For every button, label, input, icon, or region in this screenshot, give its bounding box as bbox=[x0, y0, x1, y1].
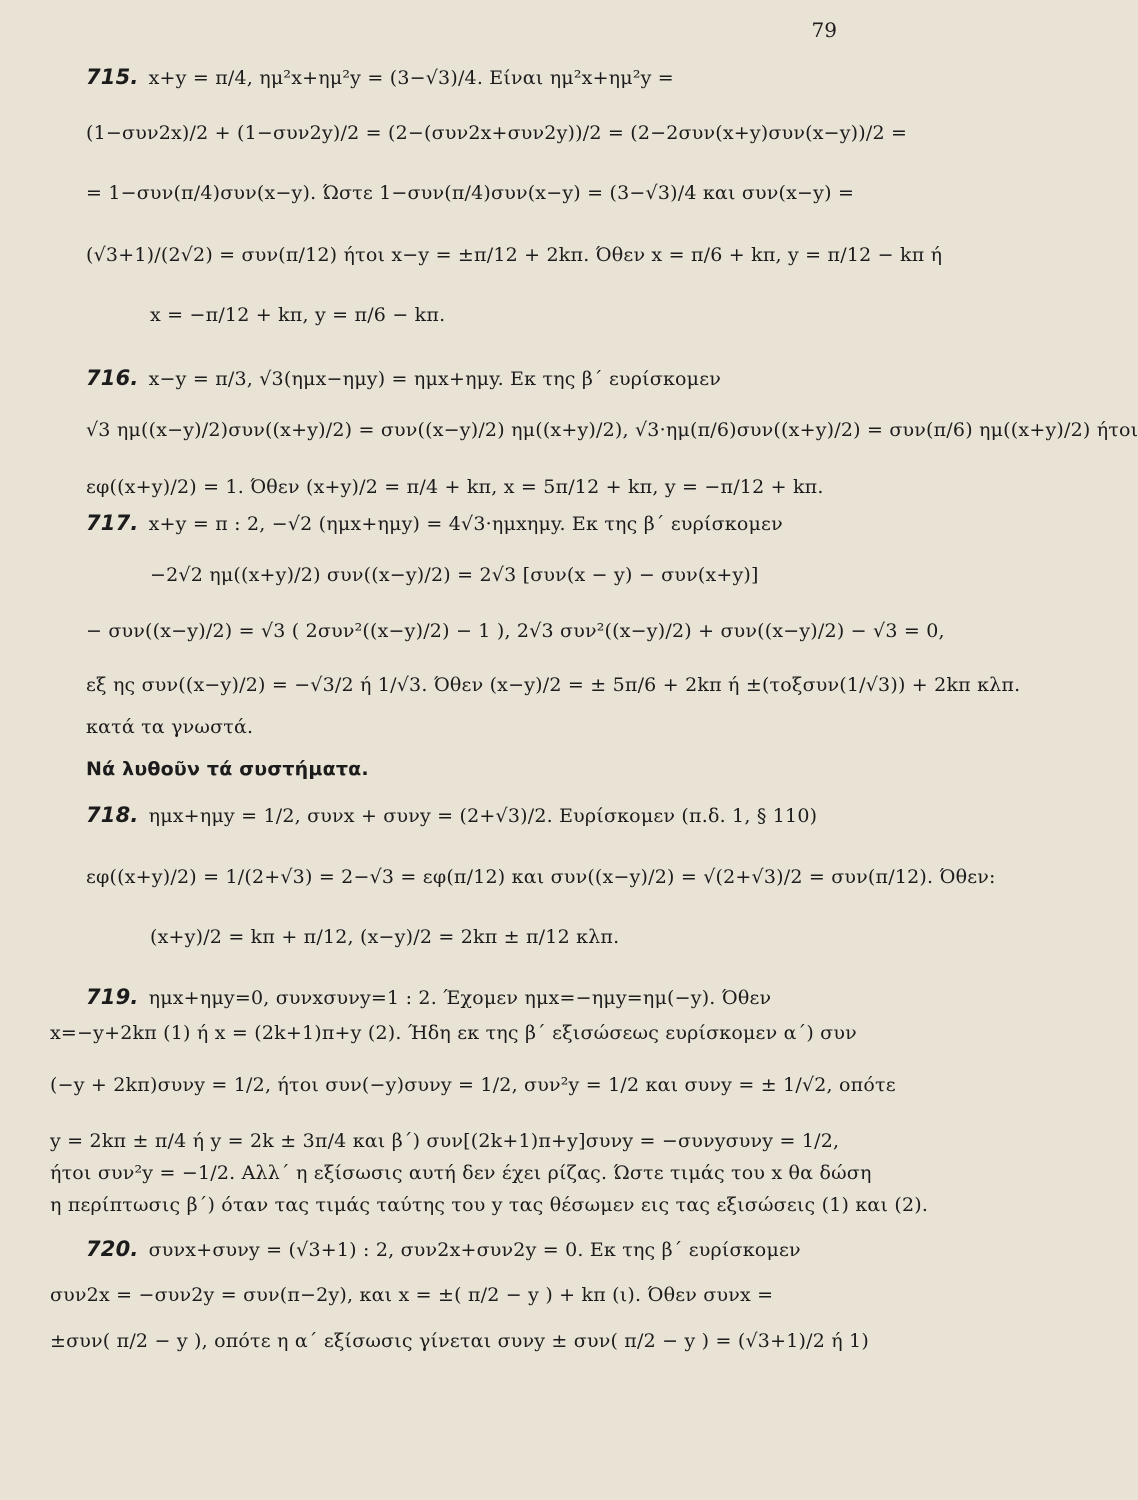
text-line bbox=[86, 616, 945, 646]
line-text: (1−συν2x)/2 + (1−συν2y)/2 = (2−(συν2x+συν2y))/2 = (2−2συν(x+y)συν(x−y))/2 = bbox=[86, 122, 908, 144]
line-text: = 1−συν(π/4)συν(x−y). Ώστε 1−συν(π/4)συν(x−y) = (3−√3)/4 και συν(x−y) = bbox=[86, 182, 855, 204]
line-text: (√3+1)/(2√2) = συν(π/12) ήτοι x−y = ±π/12 + 2kπ. Όθεν x = π/6 + kπ, y = π/12 − kπ ή bbox=[86, 244, 943, 266]
text-line bbox=[50, 1280, 865, 1310]
line-text: ήτοι συν²y = −1/2. Αλλ΄ η εξίσωσις αυτή δεν έχει ρίζας. Ώστε τιμάς του x θα δώση bbox=[50, 1162, 872, 1184]
line-text: Νά λυθοῦν τά συστήματα. bbox=[86, 758, 369, 780]
text-line bbox=[86, 178, 865, 208]
exercise-number: 717. bbox=[86, 511, 139, 535]
line-text: εφ((x+y)/2) = 1/(2+√3) = 2−√3 = εφ(π/12) και συν((x−y)/2) = √(2+√3)/2 = συν(π/12). Όθεν: bbox=[86, 866, 996, 888]
text-line bbox=[150, 922, 865, 952]
text-line bbox=[86, 118, 908, 148]
line-text: x−y = π/3, √3(ημx−ημy) = ημx+ημy. Εκ της β΄ ευρίσκομεν bbox=[148, 368, 722, 390]
exercise-line bbox=[86, 800, 865, 831]
line-text: y = 2kπ ± π/4 ή y = 2k ± 3π/4 και β΄) συν[(2k+1)π+y]συνy = −συνyσυνy = 1/2, bbox=[50, 1130, 840, 1152]
text-line bbox=[50, 1126, 865, 1156]
exercise-number: 716. bbox=[86, 366, 139, 390]
line-text: −2√2 ημ((x+y)/2) συν((x−y)/2) = 2√3 [συν(x − y) − συν(x+y)] bbox=[150, 564, 759, 586]
exercise-line bbox=[86, 62, 865, 93]
text-line bbox=[50, 1018, 865, 1048]
text-line bbox=[50, 1326, 869, 1356]
text-line bbox=[50, 1158, 872, 1188]
line-text: − συν((x−y)/2) = √3 ( 2συν²((x−y)/2) − 1 ), 2√3 συν²((x−y)/2) + συν((x−y)/2) − √3 = 0, bbox=[86, 620, 945, 642]
text-line bbox=[150, 560, 865, 590]
exercise-number: 719. bbox=[86, 985, 139, 1009]
line-text: συν2x = −συν2y = συν(π−2y), και x = ±( π/2 − y ) + kπ (ι). Όθεν συνx = bbox=[50, 1284, 774, 1306]
text-line bbox=[86, 670, 1021, 700]
line-text: συνx+συνy = (√3+1) : 2, συν2x+συν2y = 0. Εκ της β΄ ευρίσκομεν bbox=[148, 1239, 801, 1261]
line-text: x=−y+2kπ (1) ή x = (2k+1)π+y (2). Ήδη εκ της β΄ εξισώσεως ευρίσκομεν α΄) συν bbox=[50, 1022, 857, 1044]
line-text: √3 ημ((x−y)/2)συν((x+y)/2) = συν((x−y)/2) ημ((x+y)/2), √3·ημ(π/6)συν((x+y)/2) = συν(π/6) ημ((x+y)/2) ήτοι bbox=[86, 419, 1138, 441]
exercise-number: 720. bbox=[86, 1237, 139, 1261]
line-text: εφ((x+y)/2) = 1. Όθεν (x+y)/2 = π/4 + kπ, x = 5π/12 + kπ, y = −π/12 + kπ. bbox=[86, 476, 824, 498]
line-text: x = −π/12 + kπ, y = π/6 − kπ. bbox=[150, 304, 446, 326]
line-text: η περίπτωσις β΄) όταν τας τιμάς ταύτης του y τας θέσωμεν εις τας εξισώσεις (1) και (2). bbox=[50, 1194, 929, 1216]
exercise-number: 715. bbox=[86, 65, 139, 89]
text-line bbox=[50, 1070, 896, 1100]
exercise-number: 718. bbox=[86, 803, 139, 827]
line-text: x+y = π : 2, −√2 (ημx+ημy) = 4√3·ημxημy. Εκ της β΄ ευρίσκομεν bbox=[148, 513, 783, 535]
text-line bbox=[86, 712, 865, 742]
exercise-line bbox=[86, 508, 865, 539]
line-text: ±συν( π/2 − y ), οπότε η α΄ εξίσωσις γίνεται συνy ± συν( π/2 − y ) = (√3+1)/2 ή 1) bbox=[50, 1330, 869, 1352]
line-text: ημx+ημy=0, συνxσυνy=1 : 2. Έχομεν ημx=−ημy=ημ(−y). Όθεν bbox=[148, 987, 772, 1009]
line-text: ημx+ημy = 1/2, συνx + συνy = (2+√3)/2. Ευρίσκομεν (π.δ. 1, § 110) bbox=[148, 805, 818, 827]
line-text: (−y + 2kπ)συνy = 1/2, ήτοι συν(−y)συνy = 1/2, συν²y = 1/2 και συνy = ± 1/√2, οπότε bbox=[50, 1074, 896, 1096]
text-line bbox=[86, 240, 943, 270]
page-number: 79 bbox=[811, 18, 837, 42]
line-text: κατά τα γνωστά. bbox=[86, 716, 254, 738]
exercise-line bbox=[86, 363, 865, 394]
section-heading bbox=[86, 754, 865, 784]
text-line bbox=[86, 472, 865, 502]
exercise-line bbox=[86, 1234, 865, 1265]
text-line bbox=[86, 862, 996, 892]
line-text: x+y = π/4, ημ²x+ημ²y = (3−√3)/4. Είναι ημ²x+ημ²y = bbox=[148, 67, 674, 89]
text-line bbox=[50, 1190, 929, 1220]
text-line bbox=[86, 415, 1138, 445]
line-text: εξ ης συν((x−y)/2) = −√3/2 ή 1/√3. Όθεν (x−y)/2 = ± 5π/6 + 2kπ ή ±(τοξσυν(1/√3)) + 2kπ κλπ. bbox=[86, 674, 1021, 696]
line-text: (x+y)/2 = kπ + π/12, (x−y)/2 = 2kπ ± π/12 κλπ. bbox=[150, 926, 620, 948]
exercise-line bbox=[86, 982, 865, 1013]
text-line bbox=[150, 300, 865, 330]
